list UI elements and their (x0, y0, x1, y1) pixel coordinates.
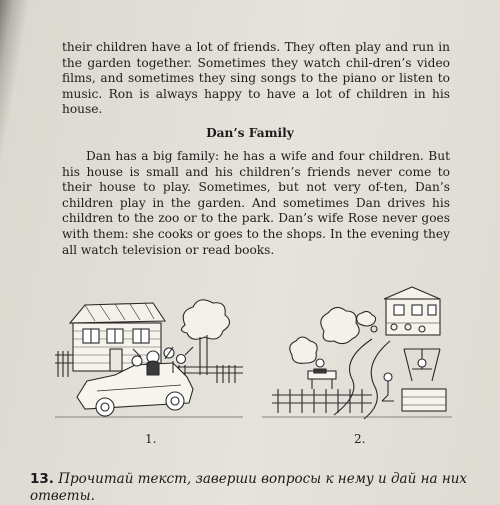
caption-1: 1. (145, 432, 157, 446)
paragraph-dan (62, 149, 450, 258)
paragraph-dan-text: Dan has a big family: he has a wife and four children. But his house is small and his children’s friends never come to their house to play. Sometimes, but not very of-ten, Dan’s children play in the garden. And sometimes Dan drives his children to the zoo or to the park. Dan’s wife Rose never goes with them: she cooks or goes to the shops. In the evening they all watch television or read books. (62, 149, 450, 257)
section-heading: Dan’s Family (206, 126, 294, 140)
paragraph-ron: their children have a lot of friends. They often play and run in the garden together. Sometimes they watch chil-dren’s video films, and sometimes they sing songs to the piano or listen to music. Ron is always happy to have a lot of children in his house. (62, 40, 450, 117)
caption-2: 2. (354, 432, 366, 446)
exercise-instruction: Прочитай текст, заверши вопросы к нему и дай на них ответы. (30, 471, 468, 504)
illustration-2 (262, 285, 457, 425)
illustration-1 (55, 285, 245, 425)
exercise-number: 13. (30, 471, 54, 487)
exercise-13 (30, 471, 480, 505)
house-car-drawing (55, 285, 245, 425)
garden-party-drawing (262, 285, 457, 425)
